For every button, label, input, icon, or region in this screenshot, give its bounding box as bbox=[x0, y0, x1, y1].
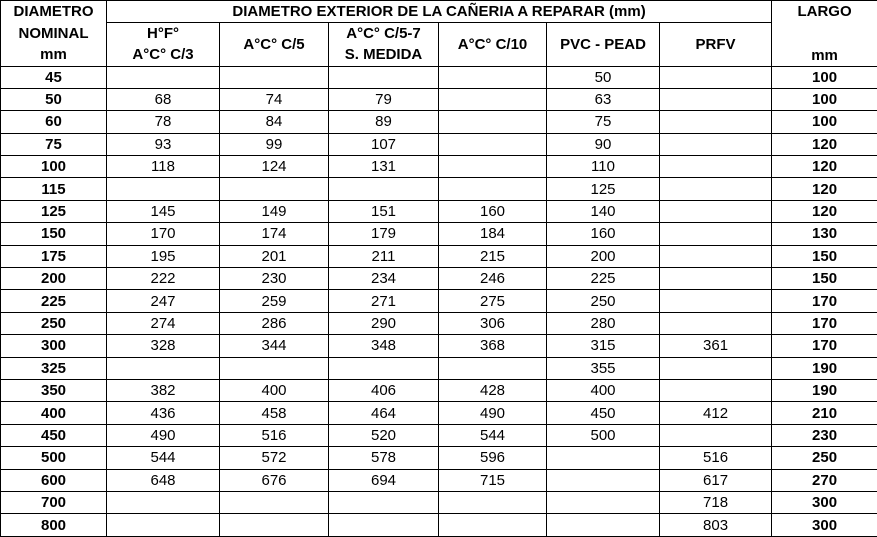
cell-ac10 bbox=[439, 156, 547, 178]
cell-largo: 120 bbox=[772, 156, 877, 178]
table-row bbox=[1, 424, 877, 446]
cell-ac57 bbox=[329, 178, 439, 200]
cell-hf-ac3 bbox=[107, 514, 220, 536]
header-nominal-line2: NOMINAL bbox=[1, 23, 106, 44]
cell-ac5: 516 bbox=[220, 424, 329, 446]
cell-ac57: 107 bbox=[329, 133, 439, 155]
cell-hf-ac3: 436 bbox=[107, 402, 220, 424]
cell-prfv bbox=[660, 133, 772, 155]
cell-pvc-pead: 160 bbox=[547, 223, 660, 245]
header-hf-line2: A°C° C/3 bbox=[107, 44, 219, 65]
table-row bbox=[1, 469, 877, 491]
cell-prfv bbox=[660, 245, 772, 267]
cell-prfv: 617 bbox=[660, 469, 772, 491]
cell-largo: 120 bbox=[772, 133, 877, 155]
cell-pvc-pead: 125 bbox=[547, 178, 660, 200]
cell-ac57 bbox=[329, 357, 439, 379]
cell-ac5: 99 bbox=[220, 133, 329, 155]
cell-largo: 100 bbox=[772, 66, 877, 88]
cell-ac5: 676 bbox=[220, 469, 329, 491]
cell-prfv bbox=[660, 223, 772, 245]
cell-ac57: 520 bbox=[329, 424, 439, 446]
cell-largo: 190 bbox=[772, 357, 877, 379]
table-row bbox=[1, 66, 877, 88]
cell-nominal: 500 bbox=[1, 447, 107, 469]
header-hf-line1: H°F° bbox=[107, 23, 219, 44]
cell-ac57 bbox=[329, 514, 439, 536]
cell-ac10: 246 bbox=[439, 268, 547, 290]
cell-prfv bbox=[660, 357, 772, 379]
cell-largo: 210 bbox=[772, 402, 877, 424]
table-row bbox=[1, 357, 877, 379]
cell-nominal: 325 bbox=[1, 357, 107, 379]
cell-hf-ac3: 328 bbox=[107, 335, 220, 357]
cell-prfv bbox=[660, 200, 772, 222]
cell-prfv bbox=[660, 312, 772, 334]
table-row bbox=[1, 200, 877, 222]
cell-prfv bbox=[660, 178, 772, 200]
table-row bbox=[1, 491, 877, 513]
cell-hf-ac3: 544 bbox=[107, 447, 220, 469]
cell-largo: 170 bbox=[772, 290, 877, 312]
cell-ac5: 84 bbox=[220, 111, 329, 133]
cell-nominal: 60 bbox=[1, 111, 107, 133]
cell-largo: 170 bbox=[772, 335, 877, 357]
cell-pvc-pead: 63 bbox=[547, 88, 660, 110]
cell-ac5 bbox=[220, 357, 329, 379]
cell-largo: 120 bbox=[772, 178, 877, 200]
cell-nominal: 225 bbox=[1, 290, 107, 312]
header-largo-line2: mm bbox=[772, 23, 877, 67]
cell-nominal: 700 bbox=[1, 491, 107, 513]
cell-ac57: 406 bbox=[329, 379, 439, 401]
cell-ac57 bbox=[329, 66, 439, 88]
cell-ac5: 149 bbox=[220, 200, 329, 222]
cell-ac10 bbox=[439, 491, 547, 513]
cell-hf-ac3 bbox=[107, 178, 220, 200]
cell-pvc-pead bbox=[547, 514, 660, 536]
cell-pvc-pead: 280 bbox=[547, 312, 660, 334]
cell-largo: 100 bbox=[772, 88, 877, 110]
cell-pvc-pead: 315 bbox=[547, 335, 660, 357]
cell-pvc-pead bbox=[547, 491, 660, 513]
cell-ac5: 124 bbox=[220, 156, 329, 178]
cell-hf-ac3 bbox=[107, 66, 220, 88]
cell-nominal: 450 bbox=[1, 424, 107, 446]
cell-pvc-pead: 500 bbox=[547, 424, 660, 446]
cell-pvc-pead: 450 bbox=[547, 402, 660, 424]
cell-ac10 bbox=[439, 514, 547, 536]
cell-nominal: 45 bbox=[1, 66, 107, 88]
cell-ac5: 344 bbox=[220, 335, 329, 357]
cell-prfv: 718 bbox=[660, 491, 772, 513]
cell-ac10: 490 bbox=[439, 402, 547, 424]
cell-hf-ac3 bbox=[107, 491, 220, 513]
cell-hf-ac3: 195 bbox=[107, 245, 220, 267]
cell-pvc-pead: 75 bbox=[547, 111, 660, 133]
table-header bbox=[1, 1, 877, 67]
cell-ac5: 174 bbox=[220, 223, 329, 245]
cell-largo: 300 bbox=[772, 514, 877, 536]
cell-prfv bbox=[660, 424, 772, 446]
cell-ac10 bbox=[439, 357, 547, 379]
cell-nominal: 400 bbox=[1, 402, 107, 424]
cell-prfv bbox=[660, 379, 772, 401]
table-row bbox=[1, 514, 877, 536]
cell-ac5: 201 bbox=[220, 245, 329, 267]
cell-ac10: 306 bbox=[439, 312, 547, 334]
cell-prfv: 412 bbox=[660, 402, 772, 424]
cell-ac5 bbox=[220, 66, 329, 88]
cell-largo: 190 bbox=[772, 379, 877, 401]
table-row bbox=[1, 178, 877, 200]
cell-ac5 bbox=[220, 178, 329, 200]
cell-ac10 bbox=[439, 133, 547, 155]
header-ac57-line2: S. MEDIDA bbox=[329, 44, 438, 65]
cell-ac57: 290 bbox=[329, 312, 439, 334]
cell-nominal: 150 bbox=[1, 223, 107, 245]
table-row bbox=[1, 447, 877, 469]
table-row bbox=[1, 156, 877, 178]
cell-largo: 230 bbox=[772, 424, 877, 446]
cell-nominal: 100 bbox=[1, 156, 107, 178]
cell-hf-ac3: 382 bbox=[107, 379, 220, 401]
table-row bbox=[1, 223, 877, 245]
cell-ac57: 694 bbox=[329, 469, 439, 491]
cell-ac57: 211 bbox=[329, 245, 439, 267]
cell-ac10: 160 bbox=[439, 200, 547, 222]
header-ac57-cell bbox=[329, 23, 439, 67]
cell-ac5: 74 bbox=[220, 88, 329, 110]
header-nominal-cell bbox=[1, 23, 107, 67]
table-body bbox=[1, 66, 877, 536]
cell-ac57: 464 bbox=[329, 402, 439, 424]
cell-pvc-pead: 250 bbox=[547, 290, 660, 312]
cell-prfv bbox=[660, 268, 772, 290]
cell-nominal: 250 bbox=[1, 312, 107, 334]
cell-ac10 bbox=[439, 66, 547, 88]
table-row bbox=[1, 111, 877, 133]
table-row bbox=[1, 268, 877, 290]
cell-hf-ac3: 170 bbox=[107, 223, 220, 245]
cell-prfv bbox=[660, 66, 772, 88]
cell-largo: 100 bbox=[772, 111, 877, 133]
cell-hf-ac3: 78 bbox=[107, 111, 220, 133]
cell-ac57: 179 bbox=[329, 223, 439, 245]
cell-ac57: 348 bbox=[329, 335, 439, 357]
cell-hf-ac3: 145 bbox=[107, 200, 220, 222]
cell-ac10: 428 bbox=[439, 379, 547, 401]
cell-pvc-pead: 90 bbox=[547, 133, 660, 155]
cell-ac5 bbox=[220, 491, 329, 513]
header-prfv: PRFV bbox=[660, 23, 772, 67]
cell-nominal: 115 bbox=[1, 178, 107, 200]
table-row bbox=[1, 245, 877, 267]
cell-prfv bbox=[660, 156, 772, 178]
cell-ac57: 89 bbox=[329, 111, 439, 133]
cell-ac10 bbox=[439, 88, 547, 110]
cell-ac57: 578 bbox=[329, 447, 439, 469]
cell-pvc-pead: 225 bbox=[547, 268, 660, 290]
cell-hf-ac3: 68 bbox=[107, 88, 220, 110]
cell-ac57: 79 bbox=[329, 88, 439, 110]
cell-largo: 250 bbox=[772, 447, 877, 469]
table-row bbox=[1, 379, 877, 401]
header-ac5: A°C° C/5 bbox=[220, 23, 329, 67]
header-ac57-line1: A°C° C/5-7 bbox=[329, 23, 438, 44]
cell-hf-ac3 bbox=[107, 357, 220, 379]
cell-pvc-pead: 50 bbox=[547, 66, 660, 88]
cell-ac10: 596 bbox=[439, 447, 547, 469]
cell-prfv bbox=[660, 290, 772, 312]
cell-prfv: 516 bbox=[660, 447, 772, 469]
cell-ac5: 572 bbox=[220, 447, 329, 469]
cell-ac5: 230 bbox=[220, 268, 329, 290]
cell-ac57: 131 bbox=[329, 156, 439, 178]
table-row bbox=[1, 88, 877, 110]
cell-pvc-pead: 110 bbox=[547, 156, 660, 178]
cell-largo: 120 bbox=[772, 200, 877, 222]
cell-ac10: 184 bbox=[439, 223, 547, 245]
cell-pvc-pead: 355 bbox=[547, 357, 660, 379]
cell-nominal: 800 bbox=[1, 514, 107, 536]
table-row bbox=[1, 290, 877, 312]
cell-nominal: 50 bbox=[1, 88, 107, 110]
cell-hf-ac3: 93 bbox=[107, 133, 220, 155]
cell-nominal: 350 bbox=[1, 379, 107, 401]
cell-ac5: 286 bbox=[220, 312, 329, 334]
table-row bbox=[1, 402, 877, 424]
cell-nominal: 200 bbox=[1, 268, 107, 290]
cell-pvc-pead: 200 bbox=[547, 245, 660, 267]
table-row bbox=[1, 335, 877, 357]
cell-pvc-pead: 140 bbox=[547, 200, 660, 222]
header-ac10: A°C° C/10 bbox=[439, 23, 547, 67]
cell-nominal: 125 bbox=[1, 200, 107, 222]
cell-largo: 270 bbox=[772, 469, 877, 491]
cell-hf-ac3: 490 bbox=[107, 424, 220, 446]
cell-pvc-pead: 400 bbox=[547, 379, 660, 401]
cell-largo: 150 bbox=[772, 245, 877, 267]
cell-nominal: 600 bbox=[1, 469, 107, 491]
header-pvc: PVC - PEAD bbox=[547, 23, 660, 67]
cell-nominal: 75 bbox=[1, 133, 107, 155]
cell-prfv: 803 bbox=[660, 514, 772, 536]
table-row bbox=[1, 312, 877, 334]
cell-ac57 bbox=[329, 491, 439, 513]
cell-largo: 130 bbox=[772, 223, 877, 245]
cell-nominal: 175 bbox=[1, 245, 107, 267]
header-group-title: DIAMETRO EXTERIOR DE LA CAÑERIA A REPARAR (mm) bbox=[107, 1, 772, 23]
cell-hf-ac3: 222 bbox=[107, 268, 220, 290]
cell-ac10 bbox=[439, 178, 547, 200]
cell-hf-ac3: 118 bbox=[107, 156, 220, 178]
cell-ac5: 400 bbox=[220, 379, 329, 401]
cell-ac57: 271 bbox=[329, 290, 439, 312]
cell-ac57: 234 bbox=[329, 268, 439, 290]
cell-prfv bbox=[660, 88, 772, 110]
cell-ac10 bbox=[439, 111, 547, 133]
cell-ac10: 544 bbox=[439, 424, 547, 446]
table-row bbox=[1, 133, 877, 155]
header-largo-line1: LARGO bbox=[772, 1, 877, 23]
cell-nominal: 300 bbox=[1, 335, 107, 357]
cell-prfv bbox=[660, 111, 772, 133]
header-hf-cell bbox=[107, 23, 220, 67]
cell-ac57: 151 bbox=[329, 200, 439, 222]
header-nominal-line3: mm bbox=[1, 44, 106, 65]
cell-ac10: 715 bbox=[439, 469, 547, 491]
header-nominal-line1: DIAMETRO bbox=[1, 1, 107, 23]
cell-hf-ac3: 247 bbox=[107, 290, 220, 312]
cell-ac10: 368 bbox=[439, 335, 547, 357]
cell-ac5: 259 bbox=[220, 290, 329, 312]
cell-largo: 170 bbox=[772, 312, 877, 334]
cell-pvc-pead bbox=[547, 469, 660, 491]
cell-hf-ac3: 648 bbox=[107, 469, 220, 491]
cell-largo: 300 bbox=[772, 491, 877, 513]
cell-hf-ac3: 274 bbox=[107, 312, 220, 334]
cell-ac10: 215 bbox=[439, 245, 547, 267]
cell-ac5 bbox=[220, 514, 329, 536]
cell-pvc-pead bbox=[547, 447, 660, 469]
cell-ac5: 458 bbox=[220, 402, 329, 424]
cell-largo: 150 bbox=[772, 268, 877, 290]
cell-ac10: 275 bbox=[439, 290, 547, 312]
cell-prfv: 361 bbox=[660, 335, 772, 357]
